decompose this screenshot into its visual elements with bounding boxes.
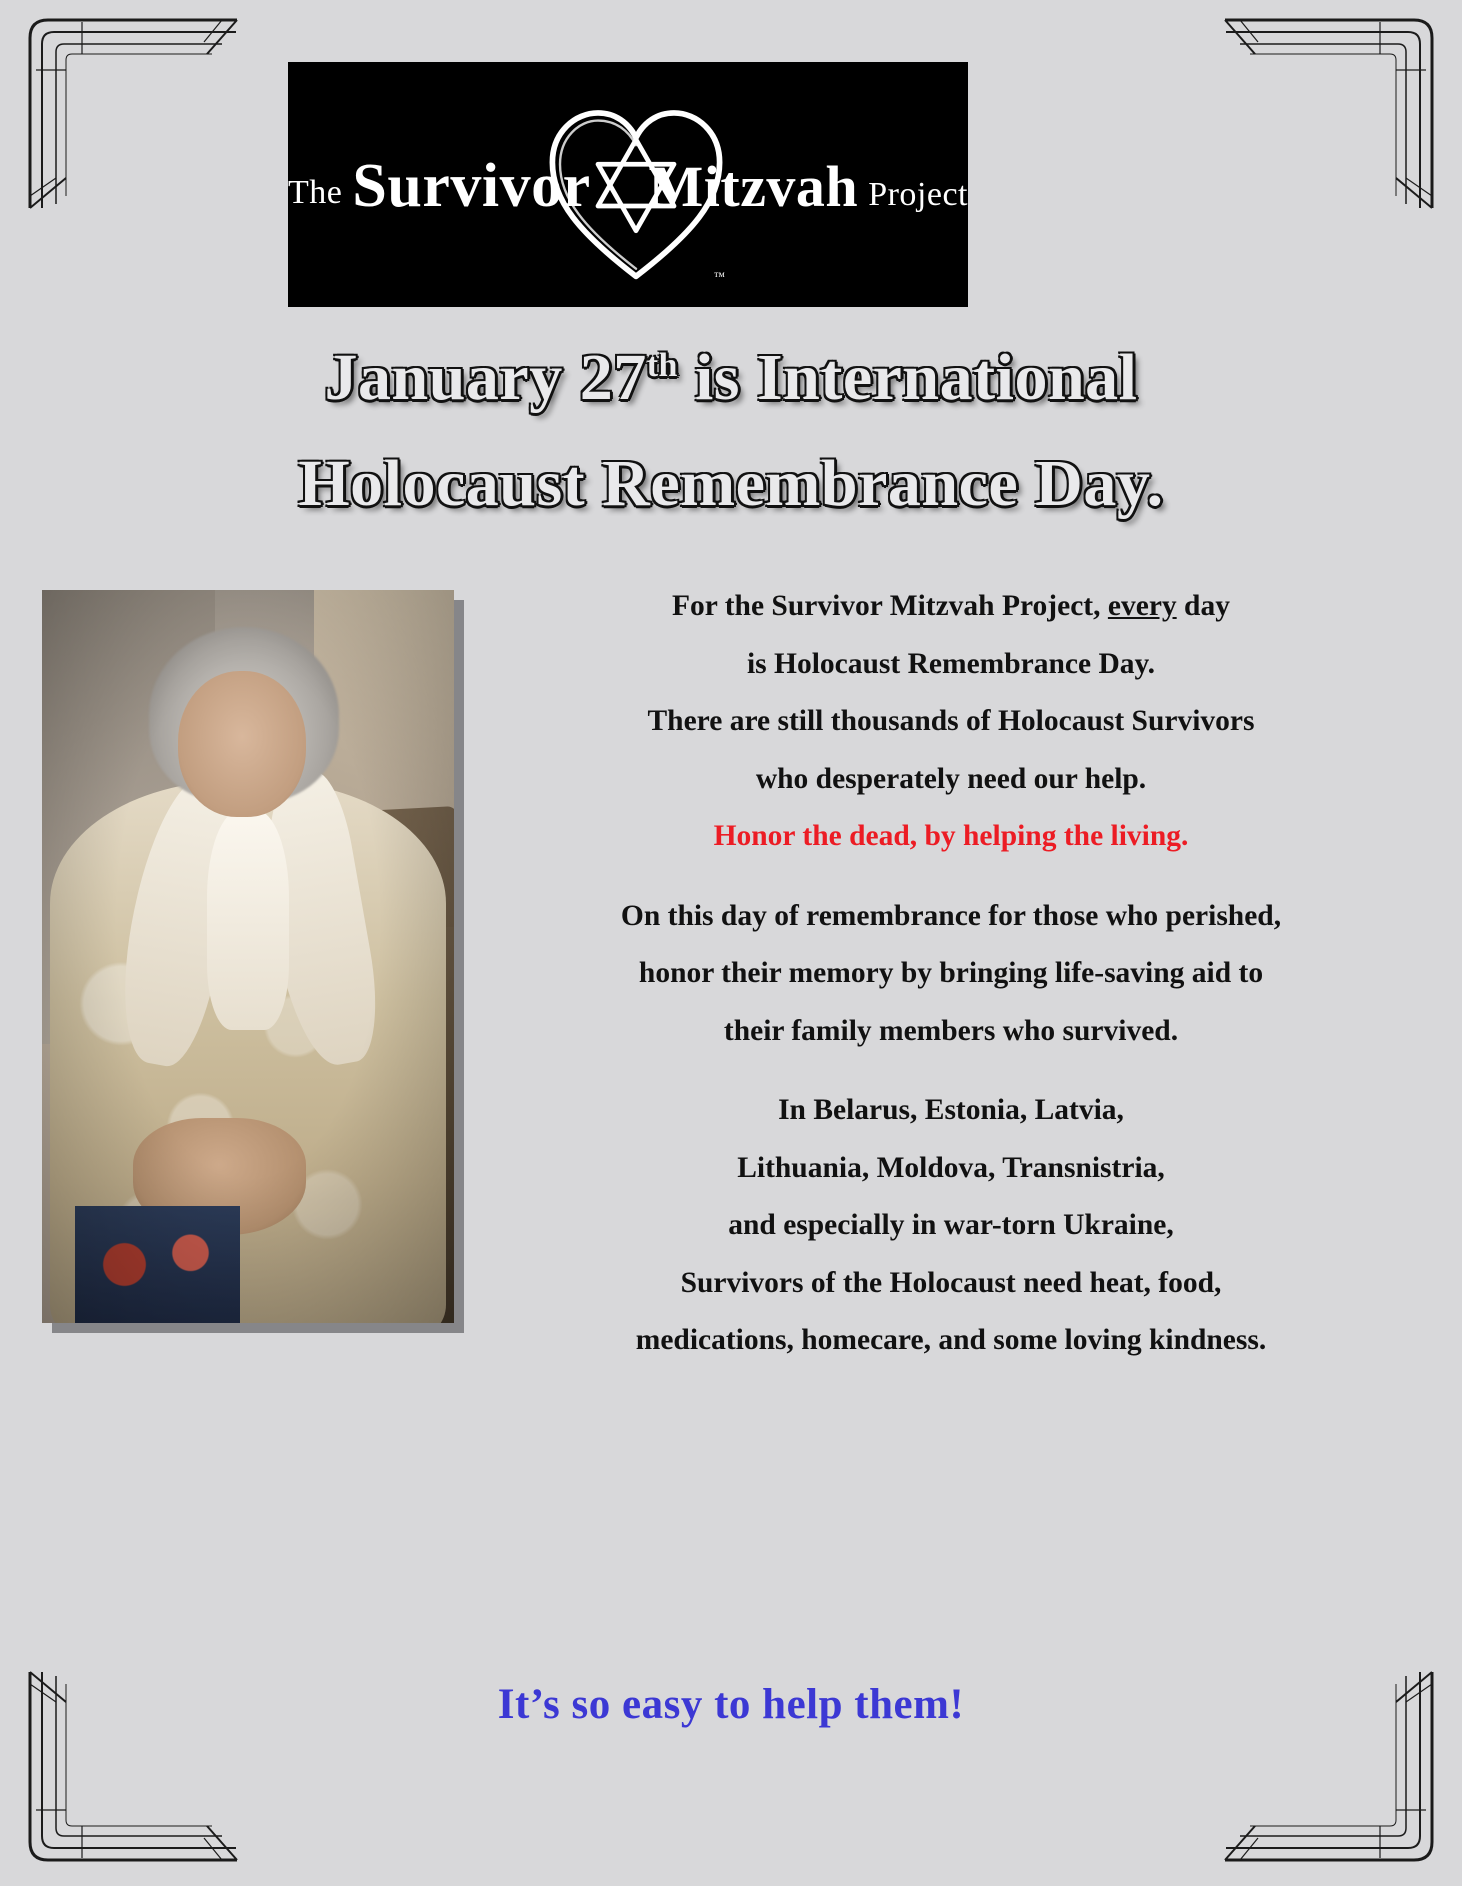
corner-ornament-top-left	[22, 8, 252, 218]
body-emphasis-every: every	[1107, 590, 1177, 622]
body-line-1	[470, 578, 1432, 636]
body-copy	[470, 578, 1432, 1370]
headline-line2: Holocaust Remembrance Day.	[298, 446, 1164, 520]
body-line-2: is Holocaust Remembrance Day.	[746, 647, 1156, 680]
logo-word-survivor: Survivor	[352, 152, 591, 220]
logo-word-mitzvah: Mitzvah	[648, 154, 859, 219]
body-line-1-pre: For the Survivor Mitzvah Project,	[672, 590, 1108, 622]
logo-word-project: Project	[868, 175, 968, 213]
highlight-statement: Honor the dead, by helping the living.	[713, 820, 1189, 853]
body-line-10: and especially in war-torn Ukraine,	[728, 1209, 1174, 1242]
page-title	[0, 325, 1462, 536]
body-line-11: Survivors of the Holocaust need heat, food,	[680, 1266, 1222, 1299]
closing-call-to-action: It’s so easy to help them!	[497, 1681, 965, 1728]
headline-line1-before: January 27	[324, 341, 647, 414]
survivor-portrait-photo	[42, 590, 454, 1323]
body-line-3: There are still thousands of Holocaust Survivors	[647, 705, 1255, 738]
body-line-6: honor their memory by bringing life-saving aid to	[638, 957, 1264, 990]
logo-trademark: ™	[713, 271, 726, 284]
organization-logo	[288, 62, 968, 307]
body-line-7: their family members who survived.	[723, 1014, 1179, 1047]
headline-ordinal-suffix: th	[646, 347, 678, 384]
body-line-5: On this day of remembrance for those who perished,	[620, 899, 1282, 932]
body-line-4: who desperately need our help.	[755, 762, 1147, 795]
heart-star-of-david-icon	[541, 90, 731, 285]
body-line-12: medications, homecare, and some loving kindness.	[635, 1324, 1267, 1357]
headline-line1-after: is International	[677, 341, 1138, 414]
corner-ornament-top-right	[1210, 8, 1440, 218]
body-line-1-post: day	[1176, 590, 1230, 622]
logo-word-the: The	[288, 173, 343, 211]
body-line-8: In Belarus, Estonia, Latvia,	[778, 1094, 1124, 1127]
body-line-9: Lithuania, Moldova, Transnistria,	[737, 1151, 1165, 1184]
